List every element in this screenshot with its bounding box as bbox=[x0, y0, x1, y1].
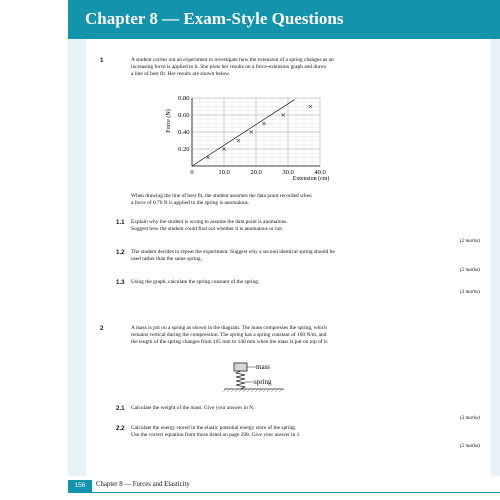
part-1-2-line: The student decides to repeat the experiment. Suggest why a second identical spring should be bbox=[131, 249, 335, 255]
part-2-2-number: 2.2 bbox=[116, 425, 125, 432]
mass-spring-diagram bbox=[220, 360, 300, 400]
ground-hatching bbox=[223, 389, 282, 392]
part-2-2-text bbox=[131, 425, 300, 439]
part-2-2-line: Calculate the energy stored in the elastic potential energy store of the spring. bbox=[131, 425, 297, 431]
y-tick-label: 0.40 bbox=[178, 129, 190, 136]
x-tick-label: 10.0 bbox=[218, 169, 230, 176]
part-2-1-text bbox=[131, 405, 254, 412]
part-1-3-text bbox=[131, 279, 259, 286]
spring-label: spring bbox=[254, 378, 272, 386]
footer-chapter-label: Chapter 8 — Forces and Elasticity bbox=[96, 481, 190, 488]
question-1-intro-line: increasing force is applied to it. She plots her results on a force-extension graph and draws bbox=[131, 63, 327, 70]
part-1-1-line: Suggest how the student could find out whether it is anomalous or not. bbox=[131, 225, 284, 232]
mass-label: mass bbox=[256, 363, 270, 371]
chapter-title: Chapter 8 — Exam-Style Questions bbox=[85, 9, 344, 28]
question-1-intro-line: A student carries out an experiment to investigate how the extension of a spring changes as an bbox=[131, 57, 334, 63]
chart-grid bbox=[192, 98, 320, 166]
x-tick-label: 30.0 bbox=[282, 169, 294, 176]
force-extension-chart bbox=[160, 88, 340, 183]
question-2-number: 2 bbox=[100, 325, 104, 332]
best-fit-line bbox=[192, 100, 294, 166]
part-1-1-text bbox=[131, 219, 288, 233]
question-1-number: 1 bbox=[100, 57, 104, 64]
question-2-intro-line: A mass is put on a spring as shown in the diagram. The mass compresses the spring, which bbox=[131, 325, 327, 331]
question-1-after-line: a force of 0.70 N is applied to the spring is anomalous. bbox=[131, 199, 250, 206]
y-tick-label: 0.20 bbox=[178, 146, 190, 153]
part-1-2-line: used rather than the same spring. bbox=[131, 255, 202, 262]
y-tick-label: 0.80 bbox=[178, 95, 190, 102]
part-1-1-number: 1.1 bbox=[116, 219, 125, 226]
part-2-2-marks: (2 marks) bbox=[459, 443, 480, 449]
footer-rule bbox=[68, 492, 500, 493]
x-tick-label: 0 bbox=[190, 169, 194, 176]
part-2-1-line: Calculate the weight of the mass. Give your answer in N. bbox=[131, 405, 255, 411]
chart-y-axis-label: Force (N) bbox=[166, 109, 172, 133]
part-2-1-marks: (3 marks) bbox=[459, 415, 480, 421]
question-1-after-line: When drawing the line of best fit, the student assumes the data point recorded when bbox=[131, 193, 312, 199]
question-2-intro-line: the length of the spring changes from 165 mm to 140 mm when the mass is put on top of it. bbox=[131, 338, 329, 345]
part-1-3-marks: (3 marks) bbox=[459, 289, 480, 295]
part-2-1-number: 2.1 bbox=[116, 405, 125, 412]
x-tick-label: 40.0 bbox=[314, 169, 326, 176]
page-number: 156 bbox=[68, 480, 92, 492]
part-1-2-text bbox=[131, 249, 335, 263]
x-tick-label: 20.0 bbox=[250, 169, 262, 176]
part-1-2-marks: (2 marks) bbox=[459, 267, 480, 273]
part-1-1-line: Explain why the student is wrong to assume the data point is anomalous. bbox=[131, 219, 288, 225]
question-2-intro-line: remains vertical during the compression. The spring has a spring constant of 160 N/m, and bbox=[131, 331, 327, 338]
part-1-1-marks: (2 marks) bbox=[459, 238, 480, 244]
part-2-2-line: Use the correct equation from those listed on page 298. Give your answer in J. bbox=[131, 431, 301, 438]
question-1-after-graph bbox=[131, 193, 312, 207]
chart-x-axis-label: Extension (cm) bbox=[292, 176, 330, 182]
question-1-intro bbox=[131, 57, 334, 78]
y-tick-label: 0.60 bbox=[178, 112, 190, 119]
question-2-intro bbox=[131, 325, 328, 346]
question-1-intro-line: a line of best fit. Her results are shown below. bbox=[131, 70, 230, 77]
chart-best-fit bbox=[192, 100, 294, 166]
mass-block bbox=[234, 363, 247, 371]
part-1-2-number: 1.2 bbox=[116, 249, 125, 256]
chart-ticks bbox=[178, 95, 326, 176]
spring-coil-icon bbox=[236, 371, 245, 389]
part-1-3-number: 1.3 bbox=[116, 279, 125, 286]
part-1-3-line: Using the graph, calculate the spring constant of the spring. bbox=[131, 279, 260, 285]
